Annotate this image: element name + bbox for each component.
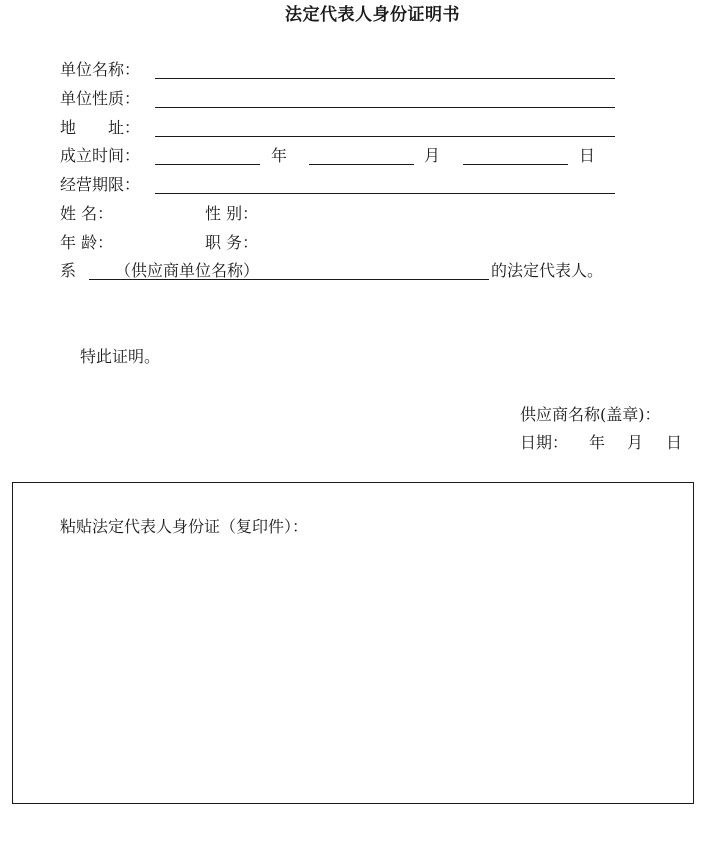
established-month-label: 月 [424, 146, 441, 165]
date-month: 月 [627, 433, 644, 452]
gender-label: 性 别： [205, 204, 259, 223]
established-year-blank[interactable] [155, 164, 260, 165]
supplier-name-blank[interactable] [89, 261, 489, 280]
unit-name-label: 单位名称： [60, 60, 141, 79]
address-blank[interactable] [155, 136, 615, 137]
position-label: 职 务： [205, 233, 259, 252]
established-day-blank[interactable] [463, 164, 568, 165]
name-label: 姓 名： [60, 204, 114, 223]
unit-nature-blank[interactable] [155, 107, 615, 108]
address-label: 地 址： [60, 118, 141, 137]
statement-text: 特此证明。 [80, 347, 161, 366]
date-day: 日 [666, 433, 683, 452]
document-title: 法定代表人身份证明书 [285, 5, 460, 25]
established-day-label: 日 [579, 146, 596, 165]
date-year: 年 [589, 433, 606, 452]
supplier-seal-label: 供应商名称(盖章)： [520, 405, 661, 424]
established-label: 成立时间： [60, 146, 141, 165]
unit-nature-label: 单位性质： [60, 89, 141, 108]
established-month-blank[interactable] [309, 164, 414, 165]
established-year-label: 年 [271, 146, 288, 165]
business-term-blank[interactable] [155, 193, 615, 194]
id-card-label: 粘贴法定代表人身份证（复印件）： [60, 517, 309, 536]
age-label: 年 龄： [60, 233, 114, 252]
relation-suffix: 的法定代表人。 [491, 261, 604, 280]
relation-prefix: 系 [60, 261, 77, 280]
date-label: 日期： [520, 433, 569, 452]
supplier-placeholder: （供应商单位名称） [115, 261, 260, 280]
unit-name-blank[interactable] [155, 78, 615, 79]
business-term-label: 经营期限： [60, 175, 141, 194]
